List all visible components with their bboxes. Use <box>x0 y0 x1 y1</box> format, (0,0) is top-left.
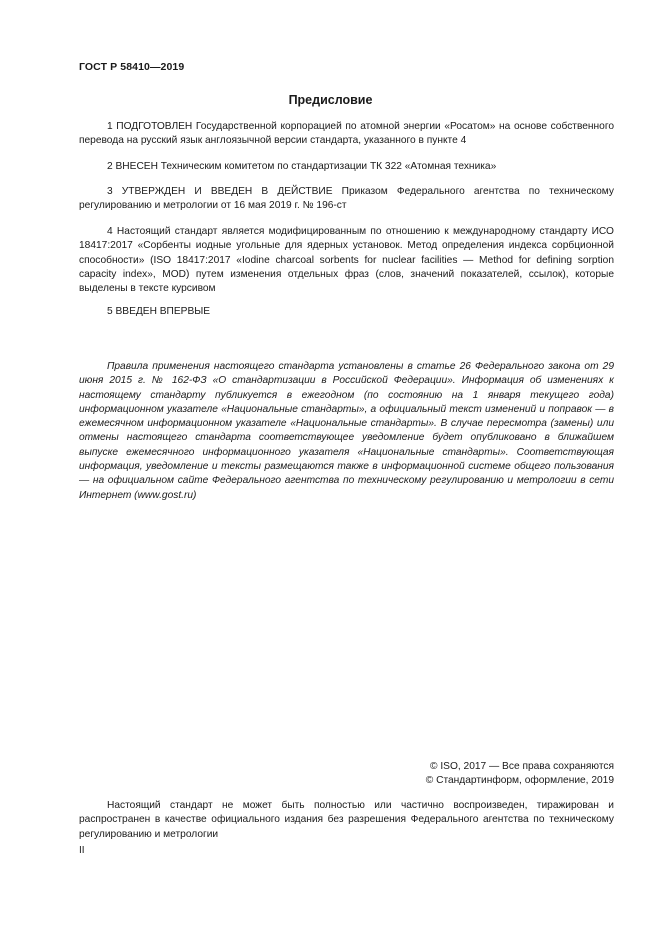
page-number: II <box>79 845 85 856</box>
page-title: Предисловие <box>288 93 373 107</box>
foreword-item-5 <box>79 305 614 319</box>
copyright-standartinform: © Стандартинформ, оформление, 2019 <box>425 775 614 786</box>
rules-notice <box>79 360 614 503</box>
copyright-iso: © ISO, 2017 — Все права сохраняются <box>430 761 614 772</box>
foreword-item-4-text: 4 Настоящий стандарт является модифицированным по отношению к международному стандарту ИСО 18417:2017 «Сорбенты иодные угольные для ядерных установок. Метод определения индекса сорбционной способности» (ISO 18417:2017 «Iodine charcoal sorbents for nuclear facilities — Method for defining sorption capacity index», MOD) путем изменения отдельных фраз (слов, значений показателей, ссылок), которые выделены в тексте курсивом <box>79 226 614 295</box>
foreword-item-5-text: 5 ВВЕДЕН ВПЕРВЫЕ <box>107 306 211 317</box>
foreword-item-4 <box>79 225 614 296</box>
reproduction-notice <box>79 799 614 842</box>
foreword-item-2-text: 2 ВНЕСЕН Техническим комитетом по стандартизации ТК 322 «Атомная техника» <box>107 161 497 172</box>
reproduction-notice-text: Настоящий стандарт не может быть полностью или частично воспроизведен, тиражирован и распространен в качестве официального издания без разрешения Федерального агентства по техническому регулированию и метрологии <box>79 800 614 840</box>
foreword-item-1 <box>79 120 614 149</box>
foreword-item-3 <box>79 185 614 214</box>
foreword-item-3-text: 3 УТВЕРЖДЕН И ВВЕДЕН В ДЕЙСТВИЕ Приказом Федерального агентства по техническому регулированию и метрологии от 16 мая 2019 г. № 196-ст <box>79 186 614 212</box>
standard-code: ГОСТ Р 58410—2019 <box>79 61 185 73</box>
foreword-item-1-text: 1 ПОДГОТОВЛЕН Государственной корпорацией по атомной энергии «Росатом» на основе собственного перевода на русский язык англоязычной версии стандарта, указанного в пункте 4 <box>79 121 614 147</box>
foreword-item-2 <box>79 160 614 174</box>
rules-notice-text: Правила применения настоящего стандарта установлены в статье 26 Федерального закона от 29 июня 2015 г. № 162-ФЗ «О стандартизации в Российской Федерации». Информация об изменениях к настоящему стандарту публикуется в ежегодном (по состоянию на 1 января текущего года) информационном указателе «Национальные стандарты», а официальный текст изменений и поправок — в ежемесячном информационном указателе «Национальные стандарты». В случае пересмотра (замены) или отмены настоящего стандарта соответствующее уведомление будет опубликовано в ближайшем выпуске ежемесячного информационного указателя «Национальные стандарты». Соответствующая информация, уведомление и тексты размещаются также в информационной системе общего пользования — на официальном сайте Федерального агентства по техническому регулированию и метрологии в сети Интернет (www.gost.ru) <box>79 361 614 501</box>
